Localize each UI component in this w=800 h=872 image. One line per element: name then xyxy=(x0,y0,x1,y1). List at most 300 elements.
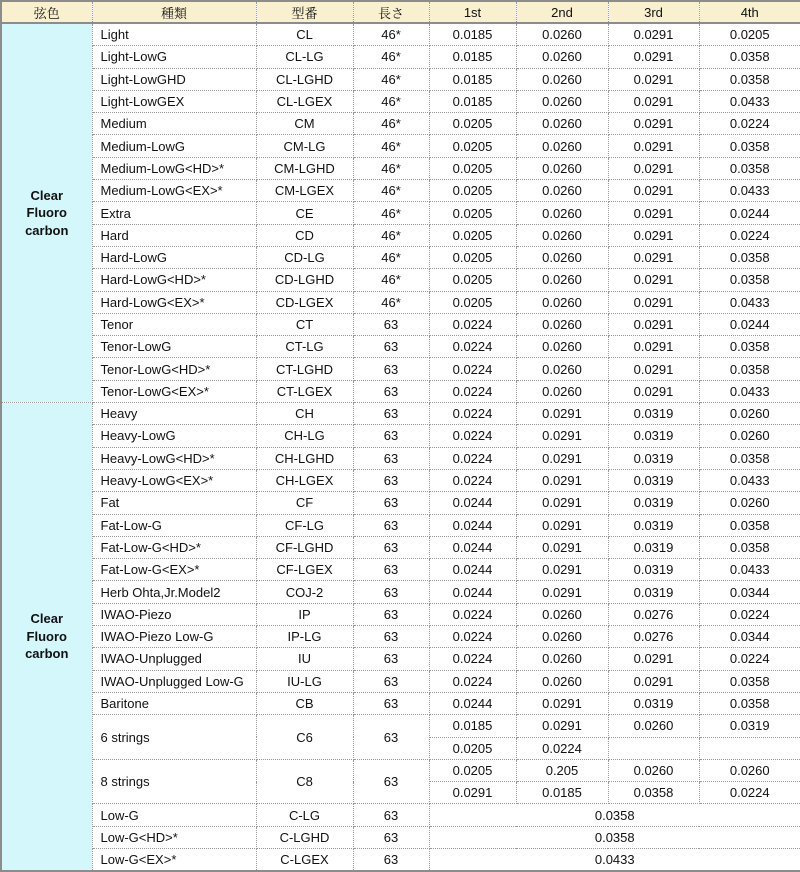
gauge-cell: 0.0319 xyxy=(608,536,699,558)
length-cell: 63 xyxy=(353,403,429,425)
header-4th: 4th xyxy=(699,1,800,23)
gauge-cell: 0.0185 xyxy=(429,715,516,737)
length-cell: 46* xyxy=(353,135,429,157)
type-cell: Hard-LowG<HD>* xyxy=(92,269,256,291)
table-row xyxy=(1,559,800,581)
length-cell: 46* xyxy=(353,46,429,68)
gauge-cell: 0.0319 xyxy=(608,514,699,536)
gauge-cell: 0.0358 xyxy=(699,447,800,469)
model-cell: CL xyxy=(256,23,353,46)
type-cell: Herb Ohta,Jr.Model2 xyxy=(92,581,256,603)
type-cell: Medium-LowG<HD>* xyxy=(92,157,256,179)
length-cell: 63 xyxy=(353,514,429,536)
type-cell: Medium-LowG xyxy=(92,135,256,157)
gauge-cell: 0.0319 xyxy=(608,425,699,447)
gauge-cell: 0.0358 xyxy=(699,246,800,268)
gauge-cell: 0.0291 xyxy=(608,336,699,358)
model-cell: IP-LG xyxy=(256,626,353,648)
gauge-cell: 0.0276 xyxy=(608,626,699,648)
gauge-cell: 0.0205 xyxy=(429,737,516,759)
length-cell: 63 xyxy=(353,626,429,648)
section-label-line: Clear xyxy=(30,611,64,627)
table-row xyxy=(1,403,800,425)
gauge-cell: 0.0244 xyxy=(429,536,516,558)
table-row xyxy=(1,469,800,491)
table-row xyxy=(1,603,800,625)
table-row xyxy=(1,90,800,112)
gauge-cell: 0.0224 xyxy=(699,603,800,625)
type-cell: 8 strings xyxy=(92,759,256,804)
type-cell: Light xyxy=(92,23,256,46)
table-row xyxy=(1,626,800,648)
table-row xyxy=(1,804,800,826)
gauge-cell: 0.0260 xyxy=(516,46,608,68)
model-cell: C6 xyxy=(256,715,353,760)
table-row xyxy=(1,291,800,313)
table-row xyxy=(1,715,800,737)
model-cell: CF xyxy=(256,492,353,514)
gauge-cell: 0.0224 xyxy=(429,670,516,692)
gauge-cell: 0.0260 xyxy=(516,246,608,268)
model-cell: CH-LGHD xyxy=(256,447,353,469)
gauge-cell: 0.0185 xyxy=(429,68,516,90)
length-cell: 63 xyxy=(353,313,429,335)
gauge-cell: 0.0205 xyxy=(429,202,516,224)
gauge-cell: 0.0260 xyxy=(516,358,608,380)
gauge-cell: 0.0260 xyxy=(516,90,608,112)
model-cell: CM xyxy=(256,113,353,135)
gauge-cell: 0.0319 xyxy=(699,715,800,737)
gauge-cell: 0.0205 xyxy=(429,113,516,135)
header-2nd: 2nd xyxy=(516,1,608,23)
gauge-span-cell: 0.0358 xyxy=(429,804,800,826)
gauge-cell: 0.0433 xyxy=(699,559,800,581)
gauge-cell: 0.0260 xyxy=(516,202,608,224)
header-3rd: 3rd xyxy=(608,1,699,23)
table-row xyxy=(1,581,800,603)
type-cell: 6 strings xyxy=(92,715,256,760)
type-cell: IWAO-Piezo xyxy=(92,603,256,625)
gauge-cell: 0.0358 xyxy=(699,68,800,90)
gauge-cell: 0.0358 xyxy=(699,336,800,358)
table-row xyxy=(1,848,800,871)
gauge-cell: 0.0244 xyxy=(429,514,516,536)
header-length: 長さ xyxy=(353,1,429,23)
gauge-cell: 0.0260 xyxy=(516,670,608,692)
gauge-cell: 0.0291 xyxy=(608,113,699,135)
gauge-cell: 0.0224 xyxy=(699,224,800,246)
gauge-cell: 0.0291 xyxy=(608,90,699,112)
type-cell: Hard xyxy=(92,224,256,246)
type-cell: Fat-Low-G<HD>* xyxy=(92,536,256,558)
table-row xyxy=(1,536,800,558)
gauge-cell: 0.0224 xyxy=(429,358,516,380)
model-cell: CL-LG xyxy=(256,46,353,68)
gauge-cell: 0.0260 xyxy=(608,715,699,737)
model-cell: CM-LGHD xyxy=(256,157,353,179)
model-cell: CM-LG xyxy=(256,135,353,157)
gauge-cell: 0.0358 xyxy=(608,782,699,804)
section-label-line: Clear xyxy=(30,187,64,203)
type-cell: IWAO-Piezo Low-G xyxy=(92,626,256,648)
length-cell: 46* xyxy=(353,202,429,224)
gauge-cell: 0.0291 xyxy=(608,202,699,224)
length-cell: 46* xyxy=(353,90,429,112)
gauge-cell: 0.0291 xyxy=(608,68,699,90)
length-cell: 63 xyxy=(353,692,429,714)
gauge-cell: 0.0291 xyxy=(608,23,699,46)
model-cell: C-LGHD xyxy=(256,826,353,848)
gauge-cell: 0.0358 xyxy=(699,135,800,157)
length-cell: 63 xyxy=(353,648,429,670)
gauge-cell: 0.0319 xyxy=(608,692,699,714)
type-cell: Low-G<HD>* xyxy=(92,826,256,848)
gauge-cell: 0.0205 xyxy=(429,291,516,313)
gauge-cell: 0.0260 xyxy=(516,626,608,648)
length-cell: 63 xyxy=(353,425,429,447)
length-cell: 46* xyxy=(353,246,429,268)
gauge-cell: 0.0260 xyxy=(516,157,608,179)
type-cell: Fat xyxy=(92,492,256,514)
type-cell: Tenor xyxy=(92,313,256,335)
gauge-cell: 0.0319 xyxy=(608,403,699,425)
length-cell: 63 xyxy=(353,804,429,826)
model-cell: CT xyxy=(256,313,353,335)
length-cell: 46* xyxy=(353,291,429,313)
gauge-cell: 0.0291 xyxy=(608,246,699,268)
type-cell: Light-LowG xyxy=(92,46,256,68)
model-cell: CM-LGEX xyxy=(256,180,353,202)
gauge-cell: 0.0185 xyxy=(429,46,516,68)
gauge-cell: 0.0244 xyxy=(699,202,800,224)
gauge-cell: 0.0291 xyxy=(516,715,608,737)
type-cell: Heavy-LowG<HD>* xyxy=(92,447,256,469)
gauge-cell: 0.0291 xyxy=(608,224,699,246)
gauge-cell: 0.0291 xyxy=(608,180,699,202)
gauge-cell: 0.0358 xyxy=(699,46,800,68)
gauge-cell: 0.0224 xyxy=(429,380,516,402)
type-cell: Hard-LowG<EX>* xyxy=(92,291,256,313)
gauge-cell: 0.0291 xyxy=(608,269,699,291)
gauge-span-cell: 0.0358 xyxy=(429,826,800,848)
gauge-cell: 0.0260 xyxy=(608,759,699,781)
model-cell: CL-LGEX xyxy=(256,90,353,112)
header-1st: 1st xyxy=(429,1,516,23)
table-body xyxy=(1,23,800,871)
gauge-cell: 0.0291 xyxy=(516,581,608,603)
gauge-cell: 0.0358 xyxy=(699,514,800,536)
type-cell: Heavy-LowG xyxy=(92,425,256,447)
type-cell: Fat-Low-G<EX>* xyxy=(92,559,256,581)
section-label-line: Fluoro xyxy=(26,628,67,644)
table-row xyxy=(1,113,800,135)
model-cell: CT-LGHD xyxy=(256,358,353,380)
type-cell: Tenor-LowG<EX>* xyxy=(92,380,256,402)
gauge-cell: 0.0260 xyxy=(516,313,608,335)
table-row xyxy=(1,157,800,179)
gauge-cell: 0.0291 xyxy=(516,403,608,425)
gauge-cell: 0.0291 xyxy=(516,514,608,536)
section-color-cell xyxy=(1,23,92,403)
gauge-cell: 0.0205 xyxy=(429,224,516,246)
gauge-cell: 0.0291 xyxy=(608,291,699,313)
section-label-line: carbon xyxy=(25,646,69,662)
model-cell: CE xyxy=(256,202,353,224)
gauge-cell: 0.0260 xyxy=(516,269,608,291)
gauge-cell: 0.0291 xyxy=(608,670,699,692)
table-row xyxy=(1,135,800,157)
gauge-cell xyxy=(699,737,800,759)
type-cell: Extra xyxy=(92,202,256,224)
gauge-cell: 0.0224 xyxy=(429,648,516,670)
type-cell: Tenor-LowG<HD>* xyxy=(92,358,256,380)
gauge-cell: 0.0291 xyxy=(516,425,608,447)
length-cell: 63 xyxy=(353,715,429,760)
gauge-cell: 0.0260 xyxy=(699,759,800,781)
gauge-cell: 0.0260 xyxy=(699,403,800,425)
gauge-cell: 0.0185 xyxy=(516,782,608,804)
type-cell: Light-LowGHD xyxy=(92,68,256,90)
gauge-span-cell: 0.0433 xyxy=(429,848,800,871)
table-row xyxy=(1,759,800,781)
model-cell: C-LG xyxy=(256,804,353,826)
model-cell: IU-LG xyxy=(256,670,353,692)
model-cell: CT-LG xyxy=(256,336,353,358)
gauge-cell: 0.0291 xyxy=(516,692,608,714)
table-row xyxy=(1,180,800,202)
table-row xyxy=(1,202,800,224)
table-row xyxy=(1,313,800,335)
length-cell: 63 xyxy=(353,603,429,625)
type-cell: IWAO-Unplugged Low-G xyxy=(92,670,256,692)
length-cell: 46* xyxy=(353,68,429,90)
length-cell: 63 xyxy=(353,492,429,514)
length-cell: 63 xyxy=(353,670,429,692)
gauge-cell: 0.0224 xyxy=(429,626,516,648)
gauge-cell: 0.0433 xyxy=(699,291,800,313)
gauge-cell: 0.0291 xyxy=(516,492,608,514)
gauge-cell: 0.0185 xyxy=(429,23,516,46)
gauge-cell: 0.0224 xyxy=(429,313,516,335)
gauge-cell: 0.0260 xyxy=(699,425,800,447)
model-cell: CH-LG xyxy=(256,425,353,447)
gauge-cell: 0.0260 xyxy=(516,648,608,670)
gauge-cell: 0.0291 xyxy=(608,380,699,402)
model-cell: CL-LGHD xyxy=(256,68,353,90)
length-cell: 63 xyxy=(353,358,429,380)
gauge-cell: 0.0291 xyxy=(608,358,699,380)
gauge-cell: 0.0224 xyxy=(699,648,800,670)
gauge-cell: 0.0433 xyxy=(699,380,800,402)
section-label-line: carbon xyxy=(25,222,69,238)
model-cell: CD-LG xyxy=(256,246,353,268)
model-cell: CF-LG xyxy=(256,514,353,536)
gauge-cell: 0.0260 xyxy=(699,492,800,514)
length-cell: 63 xyxy=(353,559,429,581)
gauge-cell: 0.0344 xyxy=(699,626,800,648)
gauge-cell: 0.0260 xyxy=(516,603,608,625)
length-cell: 46* xyxy=(353,113,429,135)
gauge-cell: 0.0291 xyxy=(608,648,699,670)
gauge-cell: 0.0344 xyxy=(699,581,800,603)
length-cell: 63 xyxy=(353,848,429,871)
model-cell: IP xyxy=(256,603,353,625)
table-row xyxy=(1,514,800,536)
gauge-cell: 0.0291 xyxy=(608,157,699,179)
type-cell: Medium xyxy=(92,113,256,135)
header-type: 種類 xyxy=(92,1,256,23)
table-row xyxy=(1,68,800,90)
gauge-cell: 0.0260 xyxy=(516,113,608,135)
table-row xyxy=(1,826,800,848)
gauge-cell: 0.0260 xyxy=(516,224,608,246)
gauge-cell: 0.0260 xyxy=(516,291,608,313)
section-label-line: Fluoro xyxy=(26,205,67,221)
gauge-cell: 0.0260 xyxy=(516,180,608,202)
gauge-cell: 0.0276 xyxy=(608,603,699,625)
gauge-cell: 0.0291 xyxy=(608,46,699,68)
table-row xyxy=(1,492,800,514)
gauge-cell: 0.0291 xyxy=(516,469,608,491)
gauge-cell: 0.205 xyxy=(516,759,608,781)
gauge-cell: 0.0205 xyxy=(429,269,516,291)
gauge-cell: 0.0319 xyxy=(608,492,699,514)
type-cell: Baritone xyxy=(92,692,256,714)
length-cell: 63 xyxy=(353,447,429,469)
gauge-cell: 0.0224 xyxy=(699,113,800,135)
gauge-cell: 0.0291 xyxy=(608,135,699,157)
gauge-cell: 0.0319 xyxy=(608,581,699,603)
gauge-cell: 0.0358 xyxy=(699,157,800,179)
gauge-cell: 0.0319 xyxy=(608,469,699,491)
model-cell: CF-LGHD xyxy=(256,536,353,558)
type-cell: Low-G<EX>* xyxy=(92,848,256,871)
length-cell: 63 xyxy=(353,469,429,491)
gauge-cell: 0.0260 xyxy=(516,68,608,90)
gauge-cell: 0.0224 xyxy=(429,469,516,491)
length-cell: 63 xyxy=(353,759,429,804)
length-cell: 46* xyxy=(353,269,429,291)
gauge-cell: 0.0319 xyxy=(608,447,699,469)
type-cell: Hard-LowG xyxy=(92,246,256,268)
table-row xyxy=(1,224,800,246)
table-row xyxy=(1,425,800,447)
gauge-cell: 0.0358 xyxy=(699,536,800,558)
gauge-cell: 0.0260 xyxy=(516,336,608,358)
model-cell: CH xyxy=(256,403,353,425)
gauge-cell: 0.0433 xyxy=(699,90,800,112)
model-cell: IU xyxy=(256,648,353,670)
type-cell: Medium-LowG<EX>* xyxy=(92,180,256,202)
gauge-cell: 0.0205 xyxy=(429,180,516,202)
length-cell: 63 xyxy=(353,581,429,603)
model-cell: CH-LGEX xyxy=(256,469,353,491)
gauge-cell: 0.0291 xyxy=(429,782,516,804)
table-row xyxy=(1,46,800,68)
type-cell: Heavy xyxy=(92,403,256,425)
length-cell: 63 xyxy=(353,826,429,848)
table-row xyxy=(1,358,800,380)
length-cell: 46* xyxy=(353,157,429,179)
table-row xyxy=(1,23,800,46)
gauge-cell: 0.0224 xyxy=(429,603,516,625)
gauge-cell: 0.0185 xyxy=(429,90,516,112)
gauge-cell: 0.0244 xyxy=(699,313,800,335)
table-row xyxy=(1,447,800,469)
section-color-cell xyxy=(1,403,92,872)
type-cell: Light-LowGEX xyxy=(92,90,256,112)
gauge-cell: 0.0358 xyxy=(699,692,800,714)
gauge-cell: 0.0358 xyxy=(699,670,800,692)
model-cell: CF-LGEX xyxy=(256,559,353,581)
gauge-cell: 0.0358 xyxy=(699,358,800,380)
gauge-cell: 0.0358 xyxy=(699,269,800,291)
type-cell: Low-G xyxy=(92,804,256,826)
gauge-cell: 0.0244 xyxy=(429,559,516,581)
gauge-cell: 0.0244 xyxy=(429,581,516,603)
type-cell: Heavy-LowG<EX>* xyxy=(92,469,256,491)
gauge-cell: 0.0291 xyxy=(516,559,608,581)
gauge-cell: 0.0244 xyxy=(429,492,516,514)
type-cell: Tenor-LowG xyxy=(92,336,256,358)
gauge-cell: 0.0433 xyxy=(699,180,800,202)
table-row xyxy=(1,648,800,670)
header-model-number: 型番 xyxy=(256,1,353,23)
gauge-cell: 0.0433 xyxy=(699,469,800,491)
table-row xyxy=(1,246,800,268)
gauge-cell: 0.0291 xyxy=(608,313,699,335)
model-cell: COJ-2 xyxy=(256,581,353,603)
gauge-cell: 0.0224 xyxy=(429,336,516,358)
gauge-cell: 0.0244 xyxy=(429,692,516,714)
gauge-cell: 0.0224 xyxy=(516,737,608,759)
table-row xyxy=(1,380,800,402)
length-cell: 63 xyxy=(353,336,429,358)
gauge-cell: 0.0224 xyxy=(429,403,516,425)
type-cell: Fat-Low-G xyxy=(92,514,256,536)
model-cell: CD-LGHD xyxy=(256,269,353,291)
model-cell: CD-LGEX xyxy=(256,291,353,313)
length-cell: 46* xyxy=(353,180,429,202)
gauge-cell: 0.0224 xyxy=(429,447,516,469)
model-cell: CB xyxy=(256,692,353,714)
type-cell: IWAO-Unplugged xyxy=(92,648,256,670)
table-row xyxy=(1,269,800,291)
header-row xyxy=(1,1,800,23)
length-cell: 63 xyxy=(353,380,429,402)
gauge-cell: 0.0205 xyxy=(429,246,516,268)
model-cell: C8 xyxy=(256,759,353,804)
model-cell: C-LGEX xyxy=(256,848,353,871)
gauge-cell: 0.0260 xyxy=(516,23,608,46)
gauge-cell: 0.0291 xyxy=(516,447,608,469)
table-row xyxy=(1,692,800,714)
model-cell: CT-LGEX xyxy=(256,380,353,402)
gauge-cell: 0.0224 xyxy=(429,425,516,447)
length-cell: 63 xyxy=(353,536,429,558)
gauge-cell: 0.0224 xyxy=(699,782,800,804)
table-row xyxy=(1,670,800,692)
table-row xyxy=(1,336,800,358)
gauge-cell: 0.0205 xyxy=(429,135,516,157)
header-string-color: 弦色 xyxy=(1,1,92,23)
gauge-cell: 0.0319 xyxy=(608,559,699,581)
gauge-cell: 0.0205 xyxy=(699,23,800,46)
length-cell: 46* xyxy=(353,224,429,246)
length-cell: 46* xyxy=(353,23,429,46)
gauge-cell xyxy=(608,737,699,759)
gauge-cell: 0.0291 xyxy=(516,536,608,558)
